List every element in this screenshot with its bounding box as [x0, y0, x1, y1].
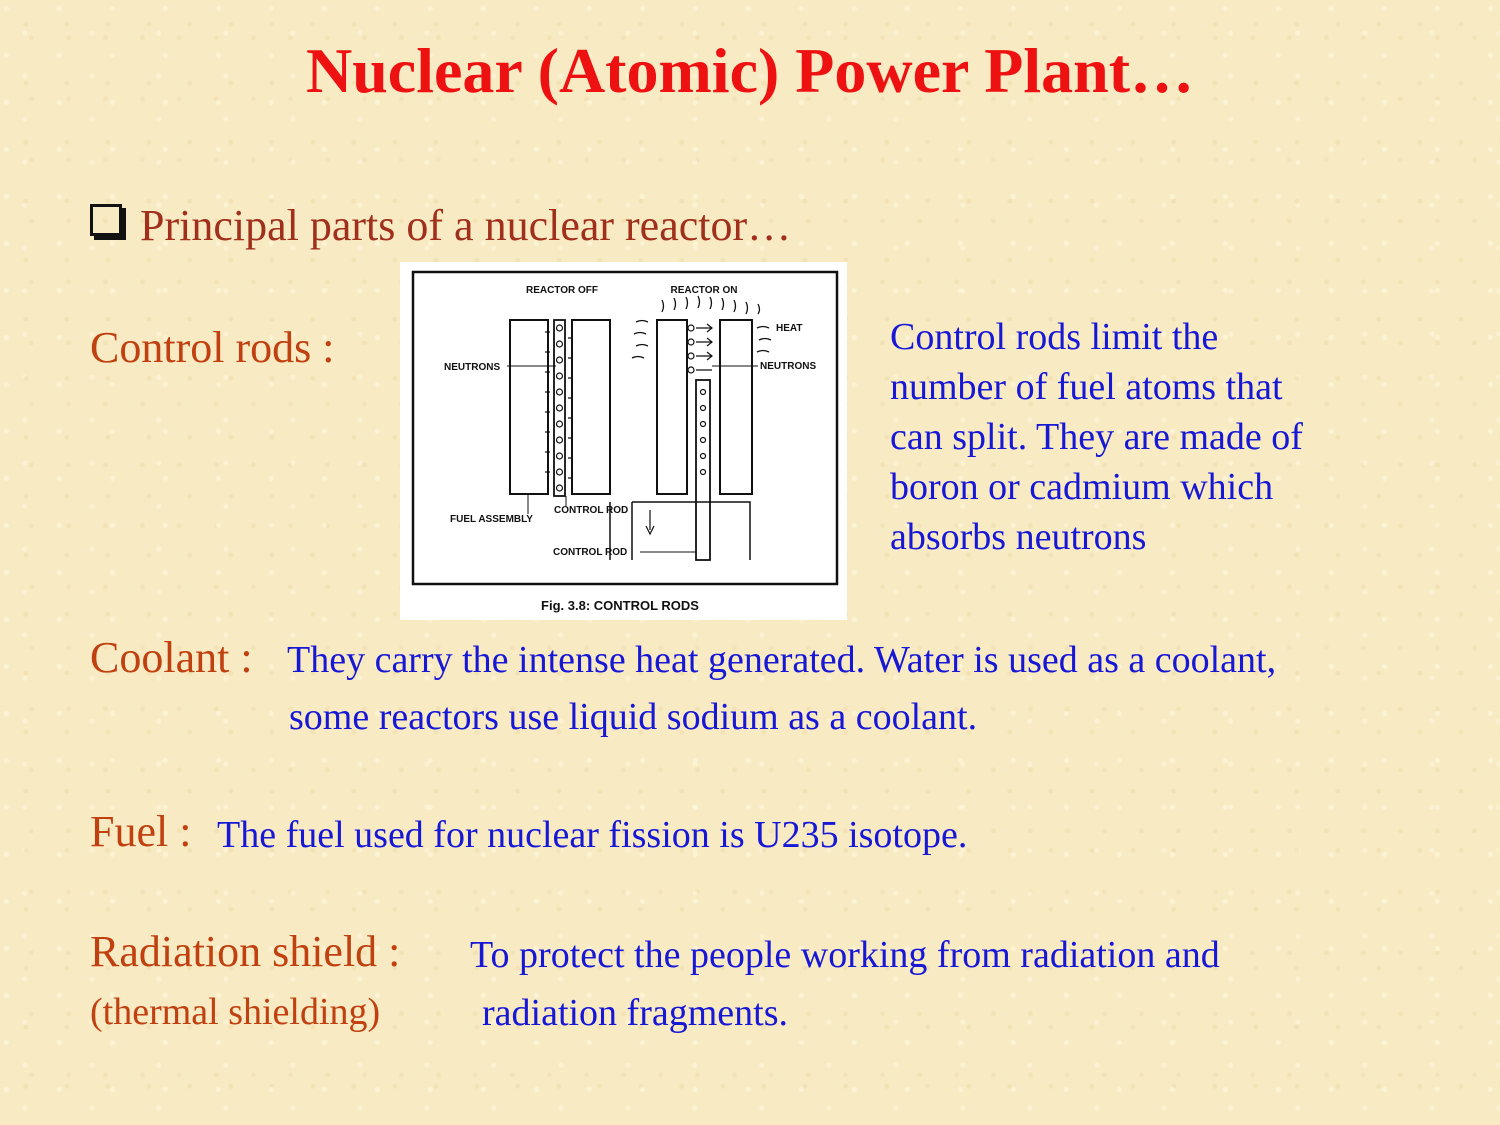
coolant-description-line1: They carry the intense heat generated. Water is used as a coolant, — [287, 639, 1277, 681]
radiation-shield-label: Radiation shield : — [90, 927, 401, 976]
control-rods-figure — [400, 262, 847, 620]
fuel-assembly-right — [572, 320, 610, 494]
radiation-shield-description-line2: radiation fragments. — [482, 992, 789, 1034]
reactor-on-fuel-left — [657, 320, 687, 494]
figure-caption: Fig. 3.8: CONTROL RODS — [541, 598, 699, 613]
radiation-shield-description-line1: To protect the people working from radiation and — [470, 934, 1220, 976]
heat-label: HEAT — [776, 323, 803, 334]
reactor-on-label: REACTOR ON — [670, 285, 738, 296]
fuel-assembly-label: FUEL ASSEMBLY — [450, 514, 533, 525]
control-rod-2-label: CONTROL ROD — [553, 547, 628, 558]
fuel-assembly-left — [510, 320, 548, 494]
control-rod-off — [554, 320, 565, 496]
bullet-text: Principal parts of a nuclear reactor… — [140, 201, 792, 250]
checkbox-bullet-icon — [90, 204, 122, 236]
control-rods-desc-line: boron or cadmium which — [890, 466, 1274, 508]
neutron-markers-off — [545, 325, 573, 491]
fuel-description: The fuel used for nuclear fission is U235 isotope. — [217, 814, 968, 856]
slide-title: Nuclear (Atomic) Power Plant… — [305, 35, 1195, 106]
figure-frame — [413, 272, 837, 584]
neutrons-right-label: NEUTRONS — [760, 361, 817, 372]
control-rods-desc-line: absorbs neutrons — [890, 516, 1147, 558]
control-rods-diagram — [400, 262, 847, 620]
fuel-label: Fuel : — [90, 807, 192, 856]
reactor-on-fuel-right — [720, 320, 752, 494]
reactor-off-label: REACTOR OFF — [525, 285, 599, 296]
coolant-label: Coolant : — [90, 633, 253, 682]
lower-housing — [610, 502, 750, 560]
neutrons-left-label: NEUTRONS — [444, 362, 501, 373]
bullet-item — [90, 200, 791, 251]
control-rods-label: Control rods : — [90, 323, 335, 372]
neutron-markers-on — [688, 324, 712, 475]
thermal-shielding-label: (thermal shielding) — [90, 991, 381, 1033]
control-rods-desc-line: can split. They are made of — [890, 416, 1303, 458]
control-rods-desc-line: number of fuel atoms that — [890, 366, 1283, 408]
coolant-description-line2: some reactors use liquid sodium as a coolant. — [289, 696, 978, 738]
control-rod-1-label: CONTROL ROD — [554, 505, 629, 516]
control-rods-description — [890, 312, 1450, 562]
heat-waves-icon — [632, 296, 771, 358]
control-rods-desc-line: Control rods limit the — [890, 316, 1219, 358]
